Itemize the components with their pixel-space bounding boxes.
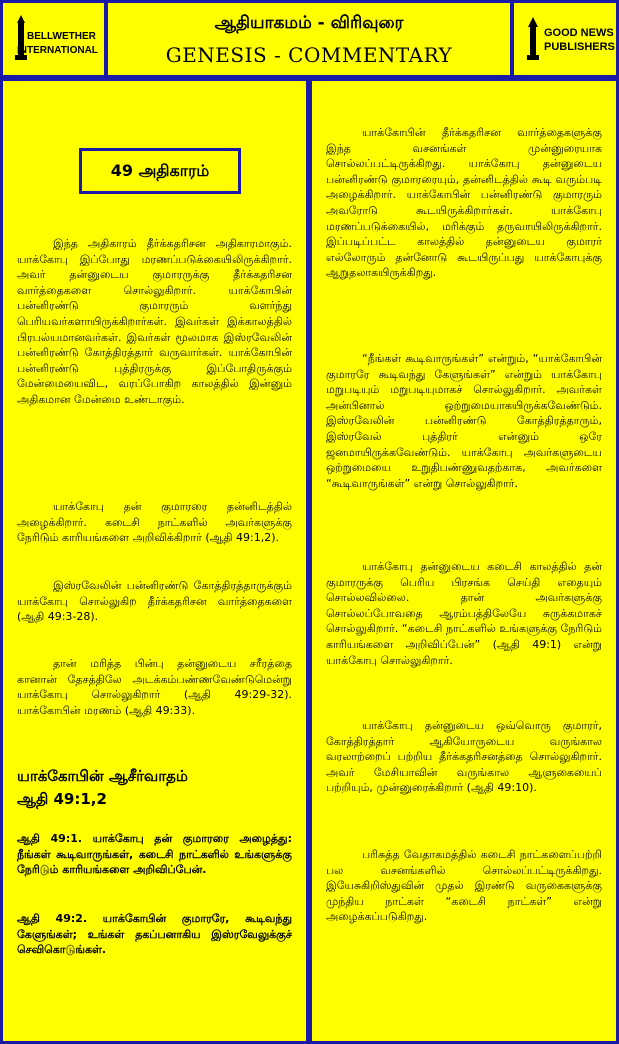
left-paragraph-3: இஸ்ரவேலின் பன்னிரண்டு கோத்திரத்தாருக்கும் யாக்கோபு சொல்லுகிற தீர்க்கதரிசன வார்த்தைகளை (ஆதி 49:3-28). [17, 579, 292, 624]
right-paragraph-1: யாக்கோபின் தீர்க்கதரிசன வார்த்தைகளுக்கு இந்த வசனங்கள் முன்னுரையாக சொல்லப்பட்டிருக்கிறது. யாக்கோபு தன்னுடைய பன்னிரண்டு குமாரரையும், தன்னிடத்தில் கூடி வரும்படி அழைக்கிறார். யாக்கோபின் பன்னிரண்டு குமாரரும் அவரோடு கூடயிருக்கிறார்கள். யாக்கோபு மரணப்படுக்கையில், மரிக்கும் தருவாயிலிருக்கிறார். இப்படிப்பட்ட காலத்தில் தன்னுடைய குமாரர் எல்லோரும் தன்னோடு கூடயிருப்பது யாக்கோபுக்கு ஆறுதலாகயிருக்கிறது. [326, 126, 602, 280]
english-title: GENESIS - COMMENTARY [165, 43, 453, 67]
left-logo-line2: INTERNATIONAL [17, 45, 98, 56]
right-paragraph-5: பரிசுத்த வேதாகமத்தில் கடைசி நாட்களைப்பற்றி பல வசனங்களில் சொல்லப்பட்டிருக்கிறது. இயேசுகிறிஸ்துவின் முதல் இரண்டு வருகைகளுக்கு முந்திய நாட்கள் “கடைசி நாட்கள்” என்று அழைக்கப்படுகிறது. [326, 848, 602, 924]
left-column [3, 81, 306, 1041]
left-paragraph-2: யாக்கோபு தன் குமாரரை தன்னிடத்தில் அழைக்கிறார். கடைசி நாட்களில் அவர்களுக்கு நேரிடும் காரியங்களை அறிவிக்கிறார் (ஆதி 49:1,2). [17, 500, 292, 545]
right-paragraph-3: யாக்கோபு தன்னுடைய கடைசி காலத்தில் தன் குமாரருக்கு பெரிய பிரசங்க செய்தி எதையும் சொல்லவில்லை. தான் அவர்களுக்கு சொல்லப்போவதை ஆரம்பத்திலேயே சுருக்கமாகச் சொல்லுகிறார். “கடைசி நாட்களில் உங்களுக்கு நேரிடும் காரியங்களை அறிவிப்பேன்” (ஆதி 49:1) என்று யாக்கோபு சொல்லுகிறார். [326, 560, 602, 667]
right-column [312, 81, 616, 1041]
left-logo-line1: BELLWETHER [27, 31, 96, 42]
page-header [0, 0, 619, 78]
bellwether-logo [3, 3, 104, 75]
left-paragraph-1: இந்த அதிகாரம் தீர்க்கதரிசன அதிகாரமாகும். யாக்கோபு இப்போது மரணப்படுக்கையிலிருக்கிறார். அவர் தன்னுடைய குமாரருக்கு தீர்க்கதரிசன வார்த்தைகளை சொல்லுகிறார். யாக்கோபின் பன்னிரண்டு குமாரரும் வளர்ந்து பெரியவர்களாயிருக்கிறார்கள். இவர்கள் இக்காலத்தில் பிரபல்யமானவர்கள். இவர்கள் மூலமாக இஸ்ரவேலின் பன்னிரண்டு கோத்திரத்தார் வருவார்கள். யாக்கோபின் பன்னிரண்டு புத்திரருக்கு இப்போதிருக்கும் மேன்மையைவிட, வரப்போகிற காலத்தில் இன்னும் அதிகமான மேன்மை உண்டாகும். [17, 237, 292, 406]
right-logo-line2: PUBLISHERS [544, 41, 615, 53]
good-news-logo [514, 3, 616, 75]
verse-49-2: ஆதி 49:2. யாக்கோபின் குமாரரே, கூடிவந்து கேளுங்கள்; உங்கள் தகப்பனாகிய இஸ்ரவேலுக்குச் செவிகொடுங்கள். [17, 912, 292, 957]
section-reference: ஆதி 49:1,2 [17, 790, 107, 808]
columns [0, 78, 619, 1044]
title-box [108, 3, 510, 75]
tamil-title: ஆதியாகமம் - விரிவுரை [214, 13, 404, 33]
verse-49-1: ஆதி 49:1. யாக்கோபு தன் குமாரரை அழைத்து: நீங்கள் கூடிவாருங்கள், கடைசி நாட்களில் உங்களுக்கு நேரிடும் காரியங்களை அறிவிப்பேன். [17, 832, 292, 877]
right-logo-line1: GOOD NEWS [544, 27, 614, 39]
left-paragraph-4: தான் மரித்த பின்பு தன்னுடைய சரீரத்தை கானான் தேசத்திலே அடக்கம்பண்ணவேண்டுமென்று யாக்கோபு சொல்லுகிறார் (ஆதி 49:29-32). யாக்கோபின் மரணம் (ஆதி 49:33). [17, 657, 292, 717]
tower-icon [522, 17, 544, 61]
chapter-heading: 49 அதிகாரம் [79, 148, 241, 194]
right-paragraph-4: யாக்கோபு தன்னுடைய ஒவ்வொரு குமாரர், கோத்திரத்தார் ஆகியோருடைய வருங்கால வரலாற்றைப் பற்றிய தீர்க்கதரிசனத்தை சொல்லுகிறார். அவர் மேசியாவின் வருங்கால ஆளுகையைப் பற்றியும், முன்னுரைக்கிறார் (ஆதி 49:10). [326, 719, 602, 795]
section-heading: யாக்கோபின் ஆசீர்வாதம் [17, 767, 188, 785]
right-paragraph-2: “நீங்கள் கூடிவாருங்கள்” என்றும், “யாக்கோபின் குமாரரே கூடிவந்து கேளுங்கள்” என்றும் யாக்கோபு மறுபடியும் மறுபடியுமாகச் சொல்லுகிறார். அவர்கள் அன்பினால் ஒற்றுமையாகயிருக்கவேண்டும். இஸ்ரவேலின் பன்னிரண்டு கோத்திரத்தாரும், இஸ்ரவேல் புத்திரர் என்னும் ஒரே ஜனமாயிருக்கவேண்டும். யாக்கோபு அவர்களுடைய ஒற்றுமையை உறுதிபண்ணுவதற்காக, அவர்களை “கூடிவாருங்கள்” என்று சொல்லுகிறார். [326, 352, 602, 490]
